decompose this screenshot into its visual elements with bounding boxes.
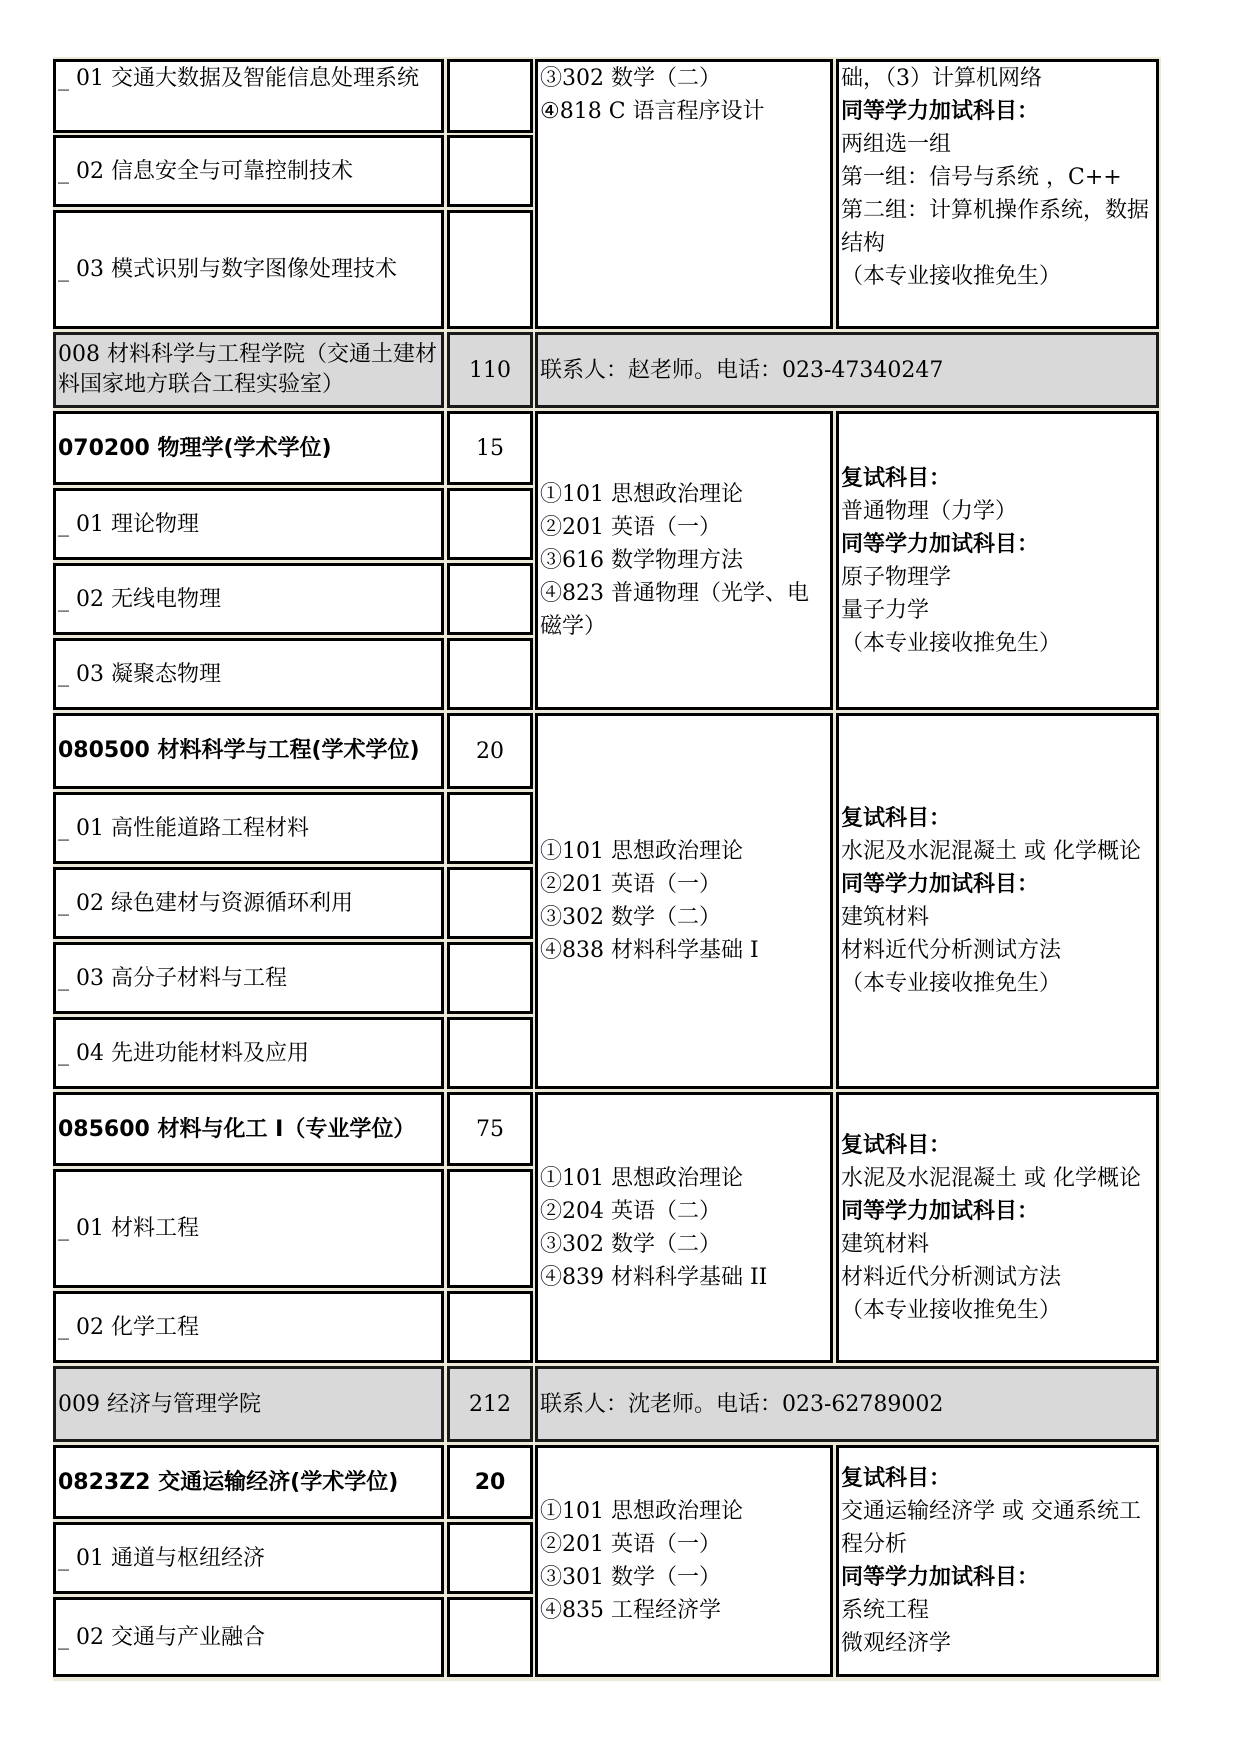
contact-info: 联系人：赵老师。电话：023-47340247 bbox=[540, 357, 944, 383]
college-header-quota bbox=[447, 332, 533, 408]
college-header-contact bbox=[535, 1366, 1159, 1442]
quota-cell bbox=[447, 792, 533, 864]
exam-subjects-cell bbox=[535, 713, 833, 1089]
major-name-cell bbox=[53, 1092, 444, 1166]
note-line: 第一组：信号与系统 ，C++ bbox=[841, 165, 1122, 190]
quota-cell bbox=[447, 488, 533, 560]
exam-subjects-cell bbox=[535, 1092, 833, 1363]
direction-cell bbox=[53, 1522, 444, 1594]
direction-name: _ 02 交通与产业融合 bbox=[58, 1624, 265, 1650]
note-heading: 复试科目： bbox=[841, 465, 952, 491]
major-quota-cell bbox=[447, 1445, 533, 1519]
quota-cell bbox=[447, 1291, 533, 1363]
quota-cell bbox=[447, 210, 533, 329]
note-line: 量子力学 bbox=[841, 597, 930, 623]
quota-cell bbox=[447, 1169, 533, 1288]
note-line: （本专业接收推免生） bbox=[841, 1297, 1062, 1323]
direction-name: _ 02 绿色建材与资源循环利用 bbox=[58, 890, 353, 916]
major-name: 0823Z2 交通运输经济(学术学位) bbox=[58, 1469, 399, 1495]
direction-name: _ 02 化学工程 bbox=[58, 1314, 199, 1340]
note-heading: 复试科目： bbox=[841, 1132, 952, 1158]
major-name: 070200 物理学(学术学位) bbox=[58, 435, 332, 461]
exam-subject: ①101 思想政治理论 bbox=[540, 839, 743, 864]
direction-cell bbox=[53, 488, 444, 560]
quota-cell bbox=[447, 59, 533, 133]
exam-subject: ③302 数学（二） bbox=[540, 905, 721, 930]
college-header-contact bbox=[535, 332, 1159, 408]
direction-name: _ 03 高分子材料与工程 bbox=[58, 965, 287, 991]
direction-cell bbox=[53, 1017, 444, 1089]
direction-cell bbox=[53, 638, 444, 710]
major-quota: 20 bbox=[474, 1469, 506, 1495]
exam-subject: ③302 数学（二） bbox=[540, 66, 721, 91]
exam-subject: ②201 英语（一） bbox=[540, 1532, 721, 1557]
note-line: 系统工程 bbox=[841, 1598, 930, 1623]
direction-name: _ 01 材料工程 bbox=[58, 1216, 199, 1241]
notes-cell bbox=[836, 1092, 1159, 1363]
college-header-quota bbox=[447, 1366, 533, 1442]
exam-subject: ②204 英语（二） bbox=[540, 1198, 721, 1224]
note-heading: 同等学力加试科目： bbox=[841, 531, 1040, 557]
note-line: 材料近代分析测试方法 bbox=[841, 1264, 1062, 1290]
major-quota: 75 bbox=[476, 1116, 504, 1142]
exam-subject: ④818 C 语言程序设计 bbox=[540, 99, 765, 124]
college-header-name bbox=[53, 332, 444, 408]
college-quota: 110 bbox=[469, 357, 511, 383]
note-line: 水泥及水泥混凝土 或 化学概论 bbox=[841, 839, 1141, 864]
note-line: 微观经济学 bbox=[841, 1631, 952, 1656]
quota-cell bbox=[447, 942, 533, 1014]
major-quota: 15 bbox=[476, 435, 504, 461]
direction-cell bbox=[53, 792, 444, 864]
exam-subject: ③301 数学（一） bbox=[540, 1565, 721, 1590]
note-heading: 复试科目： bbox=[841, 806, 952, 831]
direction-name: _ 02 信息安全与可靠控制技术 bbox=[58, 158, 353, 184]
note-heading: 同等学力加试科目： bbox=[841, 872, 1040, 897]
note-line: 第二组：计算机操作系统，数据结构 bbox=[841, 198, 1150, 256]
note-line: 普通物理（力学） bbox=[841, 498, 1018, 524]
direction-name: _ 03 凝聚态物理 bbox=[58, 661, 221, 687]
direction-cell bbox=[53, 867, 444, 939]
direction-cell bbox=[53, 942, 444, 1014]
direction-cell bbox=[53, 135, 444, 207]
direction-name: _ 02 无线电物理 bbox=[58, 586, 221, 612]
direction-name: _ 04 先进功能材料及应用 bbox=[58, 1040, 309, 1066]
major-quota-cell bbox=[447, 1092, 533, 1166]
note-line: 材料近代分析测试方法 bbox=[841, 938, 1062, 963]
college-name: 008 材料科学与工程学院（交通土建材料国家地方联合工程实验室） bbox=[58, 342, 437, 397]
quota-cell bbox=[447, 563, 533, 635]
note-line: 原子物理学 bbox=[841, 564, 952, 590]
exam-subject: ③616 数学物理方法 bbox=[540, 548, 743, 573]
quota-cell bbox=[447, 638, 533, 710]
note-line: 础，（3）计算机网络 bbox=[841, 66, 1042, 91]
direction-cell bbox=[53, 563, 444, 635]
note-heading: 同等学力加试科目： bbox=[841, 99, 1040, 124]
quota-cell bbox=[447, 135, 533, 207]
quota-cell bbox=[447, 1017, 533, 1089]
direction-cell bbox=[53, 59, 444, 133]
direction-name: _ 03 模式识别与数字图像处理技术 bbox=[58, 257, 397, 282]
direction-name: _ 01 高性能道路工程材料 bbox=[58, 815, 309, 841]
note-heading: 同等学力加试科目： bbox=[841, 1198, 1040, 1224]
notes-cell bbox=[836, 1445, 1159, 1677]
exam-subject: ④838 材料科学基础 I bbox=[540, 938, 759, 963]
direction-name: _ 01 通道与枢纽经济 bbox=[58, 1545, 265, 1571]
exam-subject: ①101 思想政治理论 bbox=[540, 1499, 743, 1524]
note-line: 建筑材料 bbox=[841, 905, 930, 930]
exam-subjects-cell bbox=[535, 1445, 833, 1677]
direction-cell bbox=[53, 1291, 444, 1363]
college-quota: 212 bbox=[469, 1391, 511, 1417]
quota-cell bbox=[447, 867, 533, 939]
note-line: 建筑材料 bbox=[841, 1231, 930, 1257]
direction-name: _ 01 交通大数据及智能信息处理系统 bbox=[58, 66, 419, 91]
major-name-cell bbox=[53, 713, 444, 789]
quota-cell bbox=[447, 1522, 533, 1594]
direction-name: _ 01 理论物理 bbox=[58, 511, 199, 537]
note-line: （本专业接收推免生） bbox=[841, 630, 1062, 656]
contact-info: 联系人：沈老师。电话：023-62789002 bbox=[540, 1391, 944, 1417]
quota-cell bbox=[447, 1597, 533, 1677]
direction-cell bbox=[53, 1597, 444, 1677]
exam-subject: ②201 英语（一） bbox=[540, 515, 721, 540]
note-line: 水泥及水泥混凝土 或 化学概论 bbox=[841, 1165, 1141, 1191]
note-heading: 复试科目： bbox=[841, 1466, 952, 1491]
major-quota: 20 bbox=[476, 738, 504, 764]
note-line: （本专业接收推免生） bbox=[841, 264, 1062, 289]
exam-subject: ③302 数学（二） bbox=[540, 1231, 721, 1257]
major-name: 085600 材料与化工 I（专业学位） bbox=[58, 1116, 416, 1142]
major-name-cell bbox=[53, 1445, 444, 1519]
note-line: （本专业接收推免生） bbox=[841, 971, 1062, 996]
exam-subject: ④823 普通物理（光学、电磁学） bbox=[540, 581, 809, 639]
note-line: 两组选一组 bbox=[841, 132, 952, 157]
notes-cell bbox=[836, 59, 1159, 329]
exam-subjects-cell bbox=[535, 411, 833, 710]
major-name: 080500 材料科学与工程(学术学位) bbox=[58, 738, 420, 763]
notes-cell bbox=[836, 411, 1159, 710]
direction-cell bbox=[53, 1169, 444, 1288]
exam-subject: ①101 思想政治理论 bbox=[540, 1165, 743, 1191]
college-name: 009 经济与管理学院 bbox=[58, 1391, 261, 1417]
notes-cell bbox=[836, 713, 1159, 1089]
major-quota-cell bbox=[447, 411, 533, 485]
note-heading: 同等学力加试科目： bbox=[841, 1565, 1040, 1590]
major-name-cell bbox=[53, 411, 444, 485]
exam-subject: ④835 工程经济学 bbox=[540, 1598, 721, 1623]
exam-subject: ②201 英语（一） bbox=[540, 872, 721, 897]
exam-subjects-cell bbox=[535, 59, 833, 329]
exam-subject: ④839 材料科学基础 II bbox=[540, 1264, 768, 1290]
major-quota-cell bbox=[447, 713, 533, 789]
college-header-name bbox=[53, 1366, 444, 1442]
exam-subject: ①101 思想政治理论 bbox=[540, 482, 743, 507]
direction-cell bbox=[53, 210, 444, 329]
note-line: 交通运输经济学 或 交通系统工程分析 bbox=[841, 1499, 1141, 1557]
